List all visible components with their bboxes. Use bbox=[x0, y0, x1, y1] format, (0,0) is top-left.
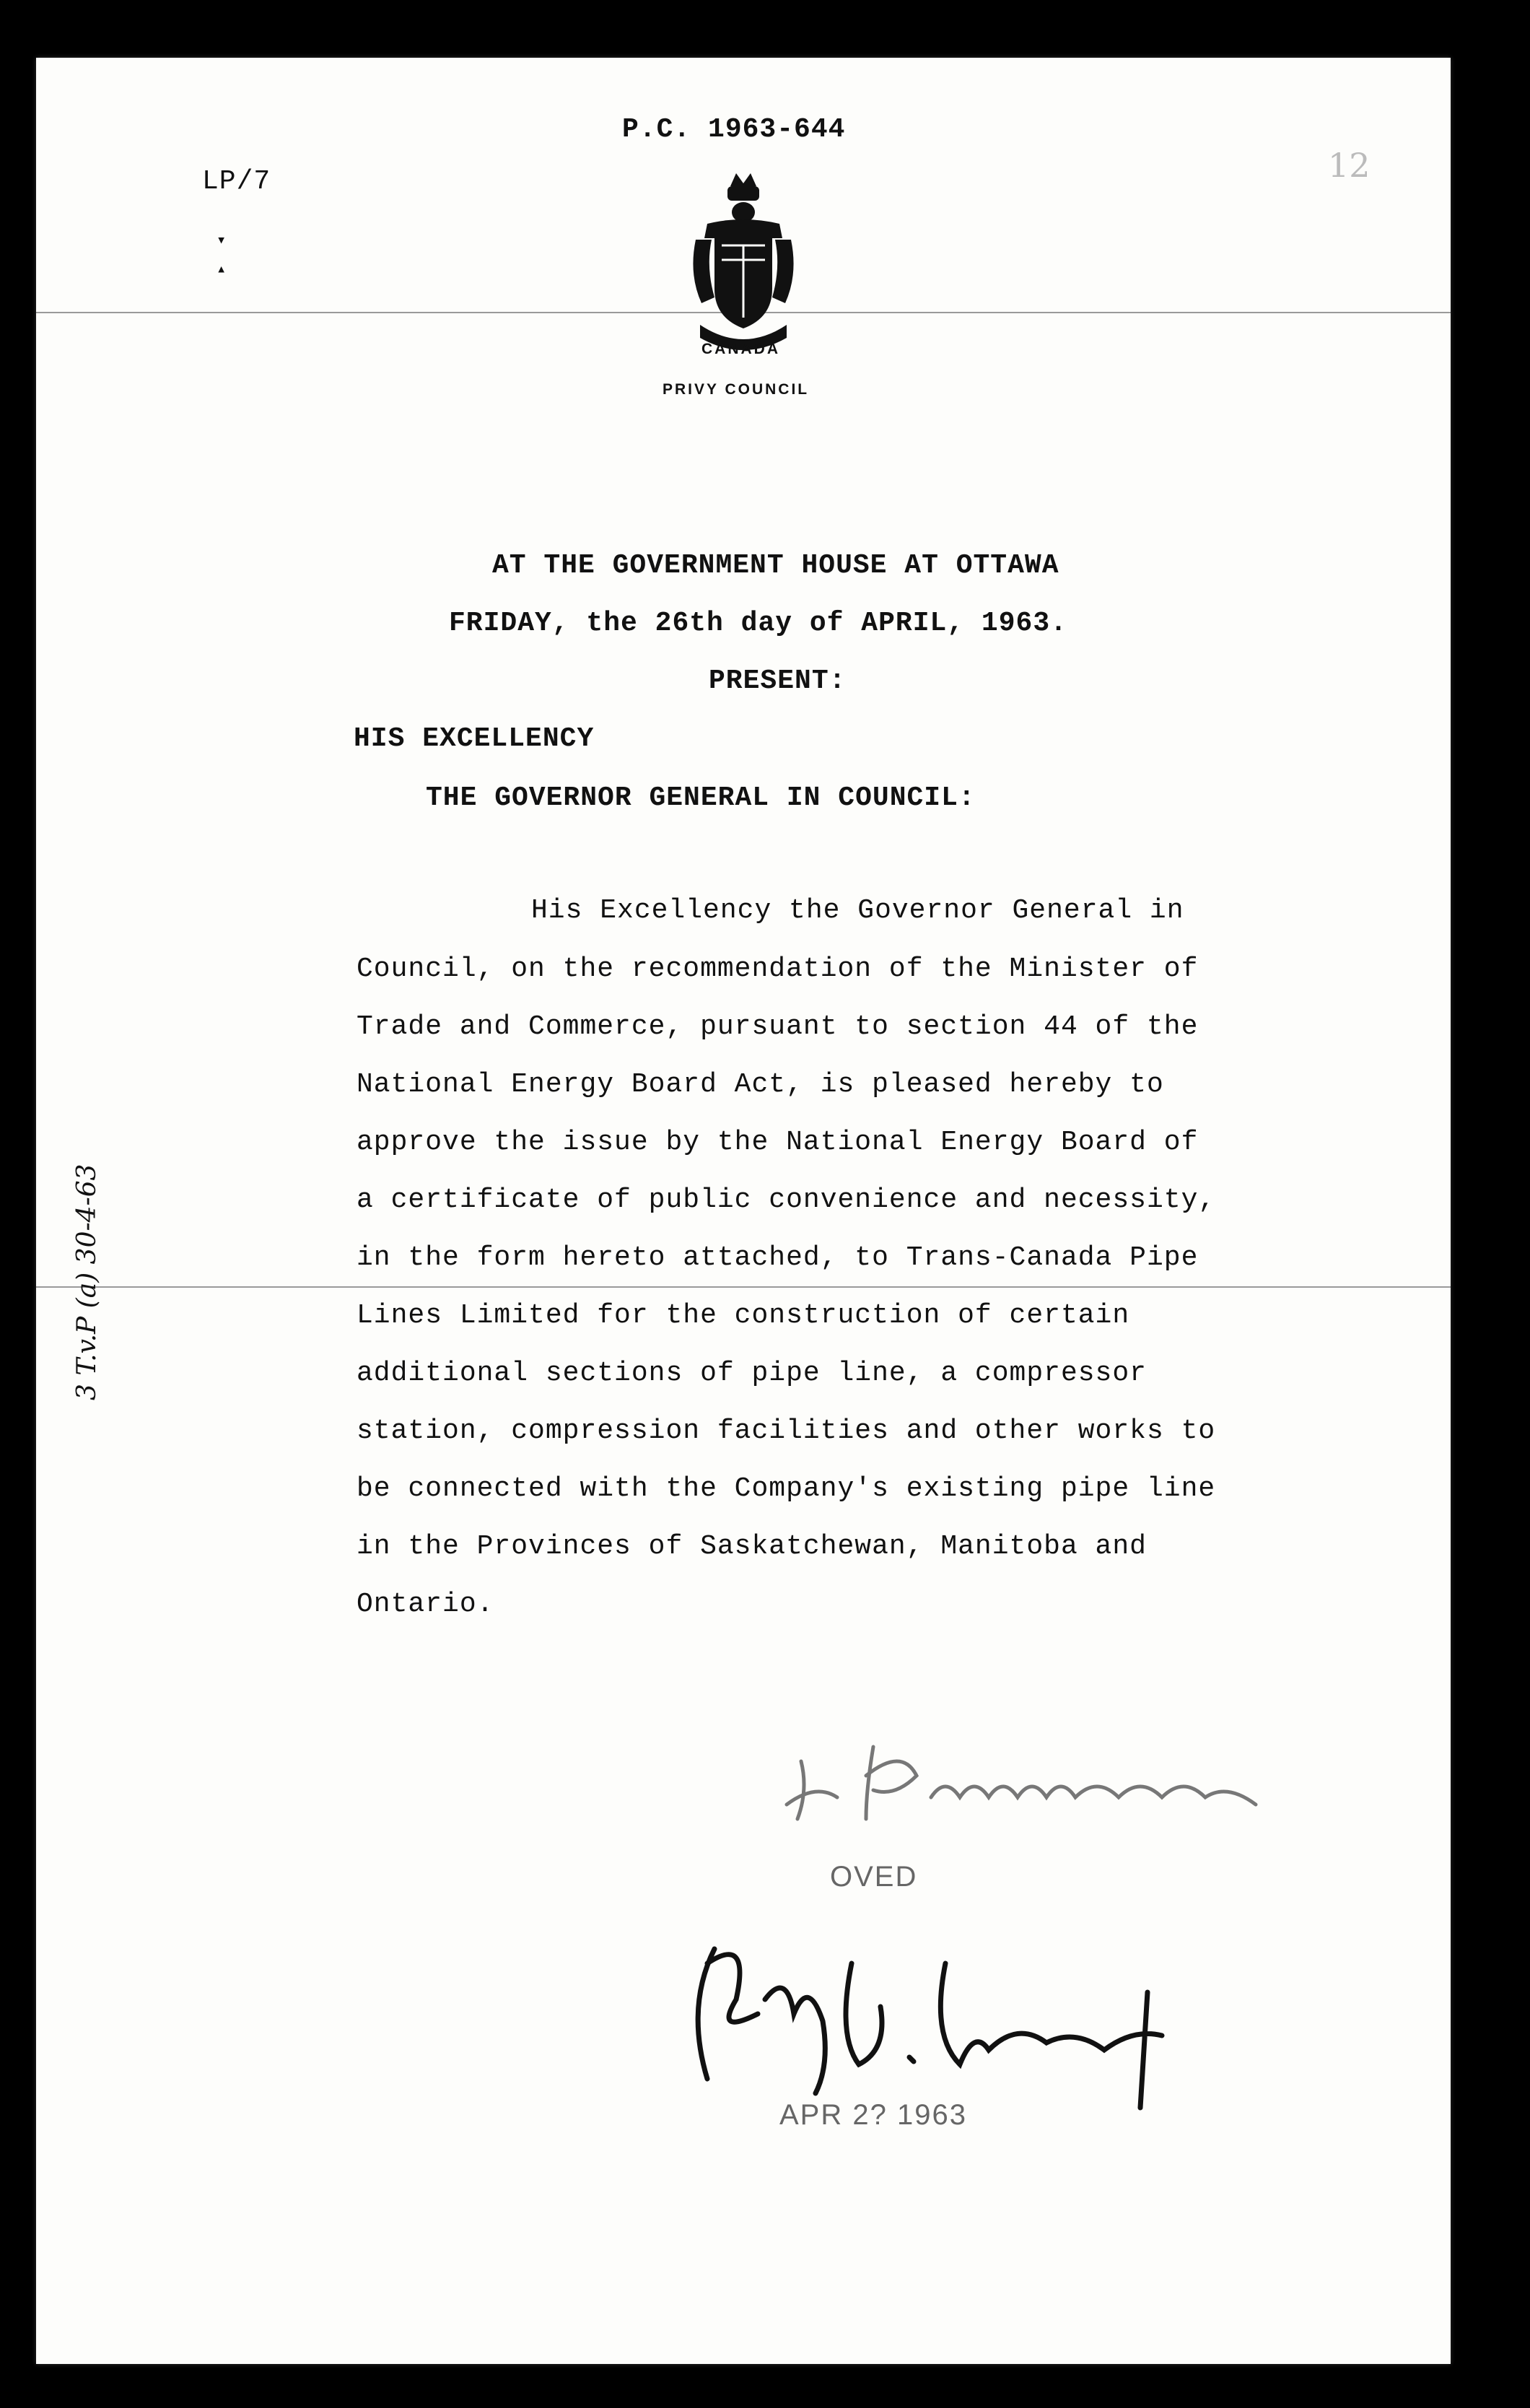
office-label: PRIVY COUNCIL bbox=[663, 381, 810, 398]
approved-stamp: OVED bbox=[830, 1861, 918, 1893]
page-marker: 12 bbox=[1328, 146, 1371, 185]
file-reference: LP/7 bbox=[202, 166, 271, 197]
excellency-line: HIS EXCELLENCY bbox=[354, 723, 595, 754]
coat-of-arms-crest bbox=[686, 173, 801, 361]
body-line: station, compression facilities and other works to bbox=[357, 1415, 1216, 1447]
body-line: a certificate of public convenience and necessity, bbox=[357, 1185, 1216, 1216]
pc-number: P.C. 1963-644 bbox=[622, 114, 846, 145]
hole-mark: ▴ bbox=[217, 261, 227, 279]
body-line: be connected with the Company's existing pipe line bbox=[357, 1473, 1216, 1504]
signature-pearson bbox=[758, 1718, 1277, 1833]
body-line: in the Provinces of Saskatchewan, Manitoba and bbox=[357, 1531, 1147, 1562]
document-page bbox=[36, 58, 1451, 2364]
date-line: FRIDAY, the 26th day of APRIL, 1963. bbox=[449, 608, 1067, 639]
body-line: in the form hereto attached, to Trans-Canada Pipe bbox=[357, 1242, 1199, 1273]
body-line: additional sections of pipe line, a compressor bbox=[357, 1358, 1147, 1389]
body-line: National Energy Board Act, is pleased hereby to bbox=[357, 1069, 1164, 1100]
place-line: AT THE GOVERNMENT HOUSE AT OTTAWA bbox=[492, 550, 1059, 581]
present-heading: PRESENT: bbox=[709, 666, 847, 697]
date-stamp: APR 2? 1963 bbox=[779, 2099, 967, 2131]
body-line: approve the issue by the National Energy Board of bbox=[357, 1127, 1199, 1158]
country-label: CANADA bbox=[701, 341, 780, 357]
signature-vanier bbox=[671, 1920, 1191, 2122]
council-line: THE GOVERNOR GENERAL IN COUNCIL: bbox=[426, 782, 976, 813]
margin-annotation: 3 T.v.P (a) 30-4-63 bbox=[72, 1164, 102, 1400]
hole-mark: ▾ bbox=[217, 232, 227, 250]
body-line: Council, on the recommendation of the Minister of bbox=[357, 954, 1199, 985]
body-line: His Excellency the Governor General in bbox=[531, 895, 1184, 926]
fold-line bbox=[36, 1286, 1451, 1288]
body-line: Lines Limited for the construction of certain bbox=[357, 1300, 1130, 1331]
body-line: Trade and Commerce, pursuant to section 44 of the bbox=[357, 1011, 1199, 1042]
body-line: Ontario. bbox=[357, 1589, 494, 1620]
